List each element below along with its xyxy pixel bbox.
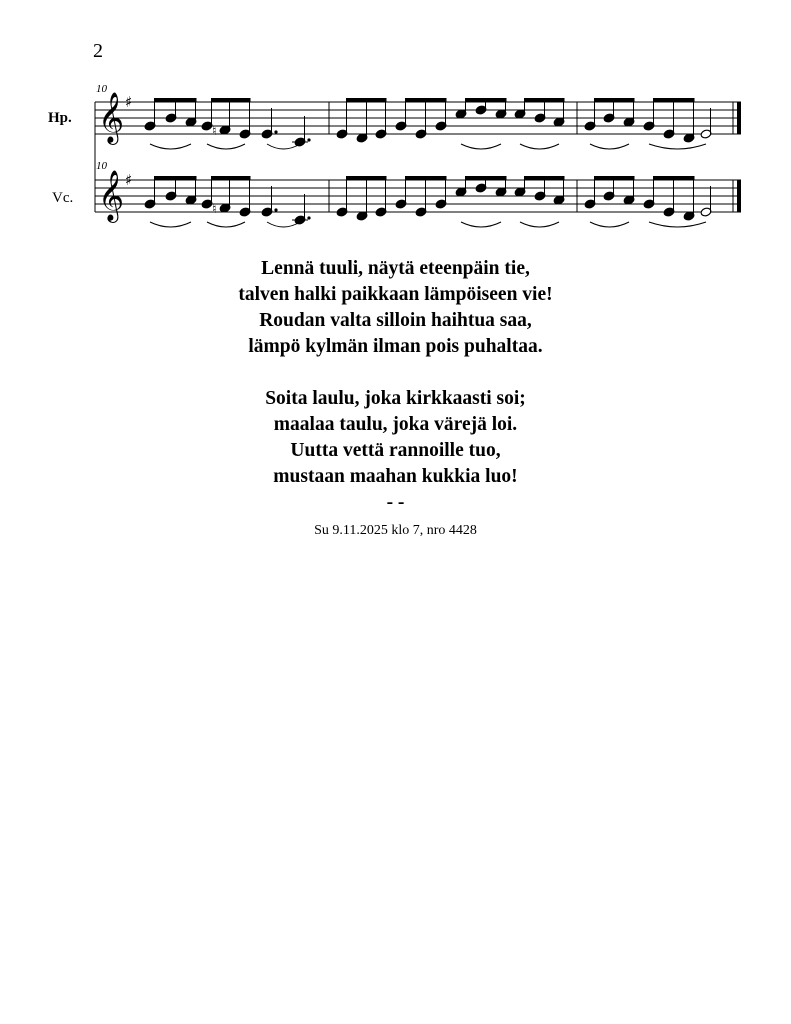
dot — [307, 138, 310, 141]
beam — [465, 98, 507, 102]
lyric-line: mustaan maahan kukkia luo! — [273, 466, 518, 487]
lyrics-block — [0, 256, 791, 516]
beam — [594, 98, 635, 102]
staff-label-harp: Hp. — [48, 110, 72, 126]
beam — [346, 176, 387, 180]
treble-clef-icon: 𝄞 — [98, 170, 125, 221]
final-barline — [737, 102, 741, 134]
beam — [524, 176, 565, 180]
beam — [653, 176, 695, 180]
beam — [465, 176, 507, 180]
slur — [267, 222, 300, 227]
music-score — [0, 0, 791, 240]
footer-date: Su 9.11.2025 klo 7, nro 4428 — [314, 523, 477, 538]
lyric-line: lämpö kylmän ilman pois puhaltaa. — [248, 336, 543, 357]
beam — [154, 176, 197, 180]
stanza-1 — [0, 256, 791, 360]
beam — [594, 176, 635, 180]
slur — [267, 144, 300, 149]
sharp-icon: ♯ — [125, 93, 133, 111]
lyric-line: Soita laulu, joka kirkkaasti soi; — [265, 388, 526, 409]
treble-clef-icon: 𝄞 — [98, 92, 125, 143]
beam — [524, 98, 565, 102]
slur — [150, 144, 191, 149]
lyric-line: Roudan valta silloin haihtua saa, — [259, 310, 532, 331]
slur — [590, 144, 629, 149]
staff-harp — [95, 92, 741, 149]
measure-number-cello: 10 — [96, 160, 107, 172]
stanza-2 — [0, 386, 791, 516]
staff-cello — [95, 170, 741, 227]
beam — [211, 98, 251, 102]
slur — [150, 222, 191, 227]
slur — [207, 222, 245, 227]
slur — [461, 144, 501, 149]
beam — [154, 98, 197, 102]
beam — [405, 176, 447, 180]
slur — [520, 144, 559, 149]
slur — [461, 222, 501, 227]
lyric-line: Lennä tuuli, näytä eteenpäin tie, — [261, 258, 530, 279]
end-mark: - - — [386, 492, 405, 513]
beam — [346, 98, 387, 102]
natural-icon: ♮ — [212, 202, 217, 217]
slur — [207, 144, 245, 149]
beam — [653, 98, 695, 102]
lyric-line: maalaa taulu, joka värejä loi. — [273, 414, 518, 435]
dot — [307, 216, 310, 219]
page-number: 2 — [93, 40, 103, 62]
slur — [520, 222, 559, 227]
natural-icon: ♮ — [212, 124, 217, 139]
final-barline — [737, 180, 741, 212]
slur — [649, 144, 706, 149]
lyric-line: Uutta vettä rannoille tuo, — [290, 440, 501, 461]
dot — [274, 208, 277, 211]
slur — [590, 222, 629, 227]
staff-label-cello: Vc. — [52, 190, 74, 206]
slur — [649, 222, 706, 227]
lyric-line: talven halki paikkaan lämpöiseen vie! — [238, 284, 553, 305]
beam — [211, 176, 251, 180]
beam — [405, 98, 447, 102]
measure-number-harp: 10 — [96, 83, 107, 95]
dot — [274, 130, 277, 133]
sharp-icon: ♯ — [125, 171, 133, 189]
